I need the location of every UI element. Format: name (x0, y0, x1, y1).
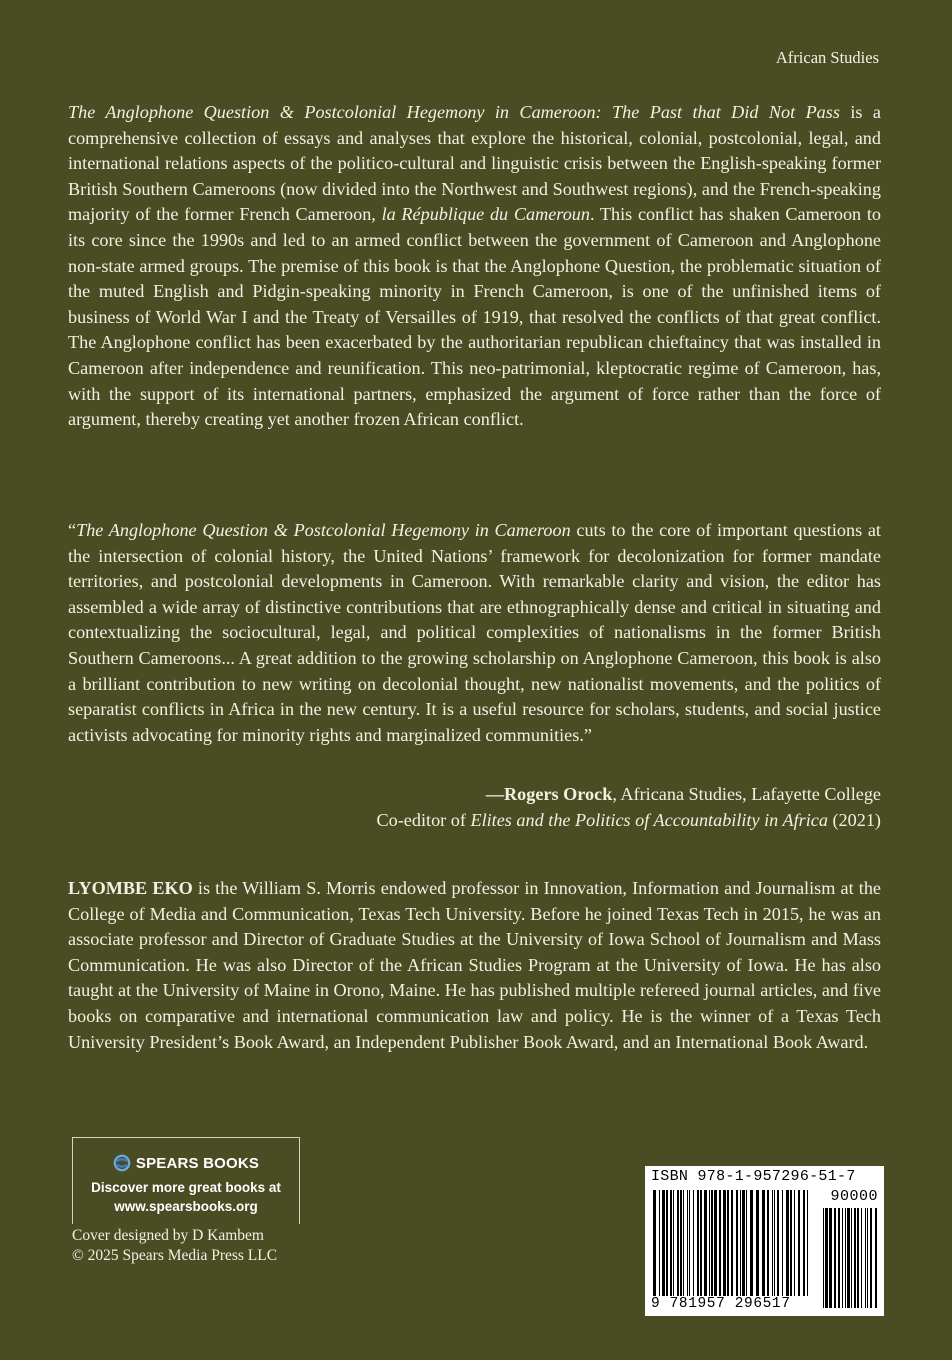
barcode-bar (673, 1190, 674, 1296)
barcode-bar (842, 1208, 843, 1308)
barcode-bar (807, 1190, 808, 1296)
barcode-bar (798, 1190, 800, 1296)
country-name-french: la République du Cameroun (381, 204, 590, 225)
barcode-bar (693, 1190, 694, 1296)
barcode-bar (670, 1190, 672, 1296)
barcode-bar (865, 1208, 866, 1308)
barcode-bar (746, 1190, 747, 1296)
barcode-bar (666, 1190, 668, 1296)
endorser-attribution (181, 782, 881, 808)
barcode-bar (774, 1190, 775, 1296)
publisher-box (72, 1137, 300, 1224)
quote-text: cuts to the core of important questions at the intersection of colonial history, the United Nations’ framework for decolonization for former mandate territories, and postcolonial developments in Cameroon. With remarkable clarity and vision, the editor has assembled a wide array of distinctive contributions that are ethnographically dense and critical in situating and contextualizing the sociocultural, legal, and political complexities of nationalisms in the former British Southern Cameroons... A great addition to the growing scholarship on Anglophone Cameroon, this book is also a brilliant contribution to new writing on decolonial thought, new nationalist movements, and the politics of separatist conflicts in Africa in the new century. It is a useful resource for scholars, students, and social justice activists advocating for minority rights and marginalized communities.” (68, 520, 881, 745)
coeditor-year: (2021) (827, 810, 881, 830)
barcode-bar (653, 1190, 656, 1296)
barcode-bar (851, 1208, 852, 1308)
barcode-bar (740, 1190, 741, 1296)
publisher-tagline-line1: Discover more great books at (91, 1180, 281, 1195)
globe-icon (113, 1154, 131, 1172)
endorsement-quote (68, 518, 881, 748)
barcode-bar (786, 1190, 789, 1296)
book-title: The Anglophone Question & Postcolonial Hegemony in Cameroon: The Past that Did Not Pass (68, 102, 840, 122)
barcode-bar (825, 1208, 828, 1308)
barcode-bar (861, 1208, 862, 1308)
barcode-bar (870, 1208, 872, 1308)
barcode-bar (714, 1190, 717, 1296)
barcode-bar (823, 1208, 824, 1308)
publisher-name: SPEARS BOOKS (135, 1154, 260, 1172)
author-bio-text: is the William S. Morris endowed professor in Innovation, Information and Journalism at the College of Media and Communication, Texas Tech University. Before he joined Texas Tech in 2015, he was an associate professor and Director of Graduate Studies at the University of Iowa School of Journalism and Mass Communication. He was also Director of the African Studies Program at the University of Iowa. He has also taught at the University of Maine in Orono, Maine. He has published multiple refereed journal articles, and five books on comparative and international communication law and policy. He is the winner of a Texas Tech University President’s Book Award, an Independent Publisher Book Award, and an International Book Award. (68, 878, 881, 1052)
barcode-bar (680, 1190, 682, 1296)
book-description (68, 100, 881, 433)
isbn-label: ISBN 978-1-957296-51-7 (651, 1168, 856, 1185)
barcode-bar (683, 1190, 684, 1296)
barcode-bar (756, 1190, 759, 1296)
barcode-bar (790, 1190, 792, 1296)
coeditor-prefix: Co-editor of (376, 810, 471, 830)
barcode-bar (854, 1208, 856, 1308)
barcode-bar (838, 1208, 840, 1308)
barcode-bar (782, 1190, 783, 1296)
barcode-addon-number: 90000 (830, 1188, 878, 1205)
endorser-name: —Rogers Orock (485, 784, 613, 804)
endorser-affiliation: , Africana Studies, Lafayette College (612, 784, 881, 804)
barcode-bar (803, 1190, 805, 1296)
barcode-bar (777, 1190, 779, 1296)
isbn-barcode (645, 1166, 884, 1316)
barcode-bar (736, 1190, 738, 1296)
barcode-bar (829, 1208, 832, 1308)
publisher-website: www.spearsbooks.org (114, 1199, 258, 1214)
barcode-bar (731, 1190, 733, 1296)
coeditor-book-title: Elites and the Politics of Accountability in Africa (470, 810, 828, 830)
barcode-bar (719, 1190, 721, 1296)
barcode-bar (700, 1190, 702, 1296)
barcode-bar (845, 1208, 846, 1308)
barcode-bar (662, 1190, 665, 1296)
endorser-coeditor-line (181, 808, 881, 834)
barcode-bar (723, 1190, 726, 1296)
barcode-bar (689, 1190, 690, 1296)
credits (72, 1226, 277, 1266)
barcode-bar (727, 1190, 729, 1296)
barcode-bar (709, 1190, 710, 1296)
barcode-bar (659, 1190, 660, 1296)
barcode-bar (762, 1190, 765, 1296)
description-text-continued: . This conflict has shaken Cameroon to its core since the 1990s and led to an armed conflict between the government of Cameroon and Anglophone non-state armed groups. The premise of this book is that the Anglophone Question, the problematic situation of the muted English and Pidgin-speaking minority in French Cameroon, is one of the unfinished items of business of World War I and the Treaty of Versailles of 1919, that resolved the conflicts of that great conflict. The Anglophone conflict has been exacerbated by the authoritarian republican chieftaincy that was installed in Cameroon after independence and reunification. This neo-patrimonial, kleptocratic regime of Cameroon, has, with the support of its international partners, emphasized the argument of force rather than the force of argument, thereby creating yet another frozen African conflict. (68, 204, 882, 430)
author-name: LYOMBE EKO (68, 878, 193, 898)
copyright: © 2025 Spears Media Press LLC (72, 1247, 278, 1264)
barcode-bar (847, 1208, 850, 1308)
barcode-bar (677, 1190, 679, 1296)
cover-designer: Cover designed by D Kambem (72, 1227, 264, 1244)
barcode-bar (867, 1208, 868, 1308)
barcode-bar (767, 1190, 769, 1296)
barcode-bar (772, 1190, 773, 1296)
barcode-bar (687, 1190, 688, 1296)
open-quote: “ (68, 520, 77, 540)
barcode-digits: 9 781957 296517 (651, 1296, 791, 1312)
barcode-bar (834, 1208, 836, 1308)
category-label: African Studies (775, 48, 879, 67)
barcode-bar (875, 1208, 877, 1308)
barcode-bar (704, 1190, 707, 1296)
description-text: is a comprehensive collection of essays and analyses that explore the historical, colonial, postcolonial, legal, and international relations aspects of the politico-cultural and linguistic crisis between the English-speaking former British Southern Cameroons (now divided into the Northwest and Southwest regions), and the French-speaking majority of the former French Cameroon, (68, 102, 881, 225)
quoted-book-title: The Anglophone Question & Postcolonial Hegemony in Cameroon (76, 520, 571, 540)
publisher-tagline (73, 1178, 299, 1216)
barcode-bar (794, 1190, 795, 1296)
barcode-bar (697, 1190, 699, 1296)
barcode-bars (645, 1166, 884, 1316)
author-bio (68, 876, 881, 1055)
barcode-bar (750, 1190, 753, 1296)
barcode-bar (857, 1208, 859, 1308)
barcode-bar (742, 1190, 745, 1296)
publisher-logo (73, 1154, 299, 1172)
barcode-bar (711, 1190, 713, 1296)
